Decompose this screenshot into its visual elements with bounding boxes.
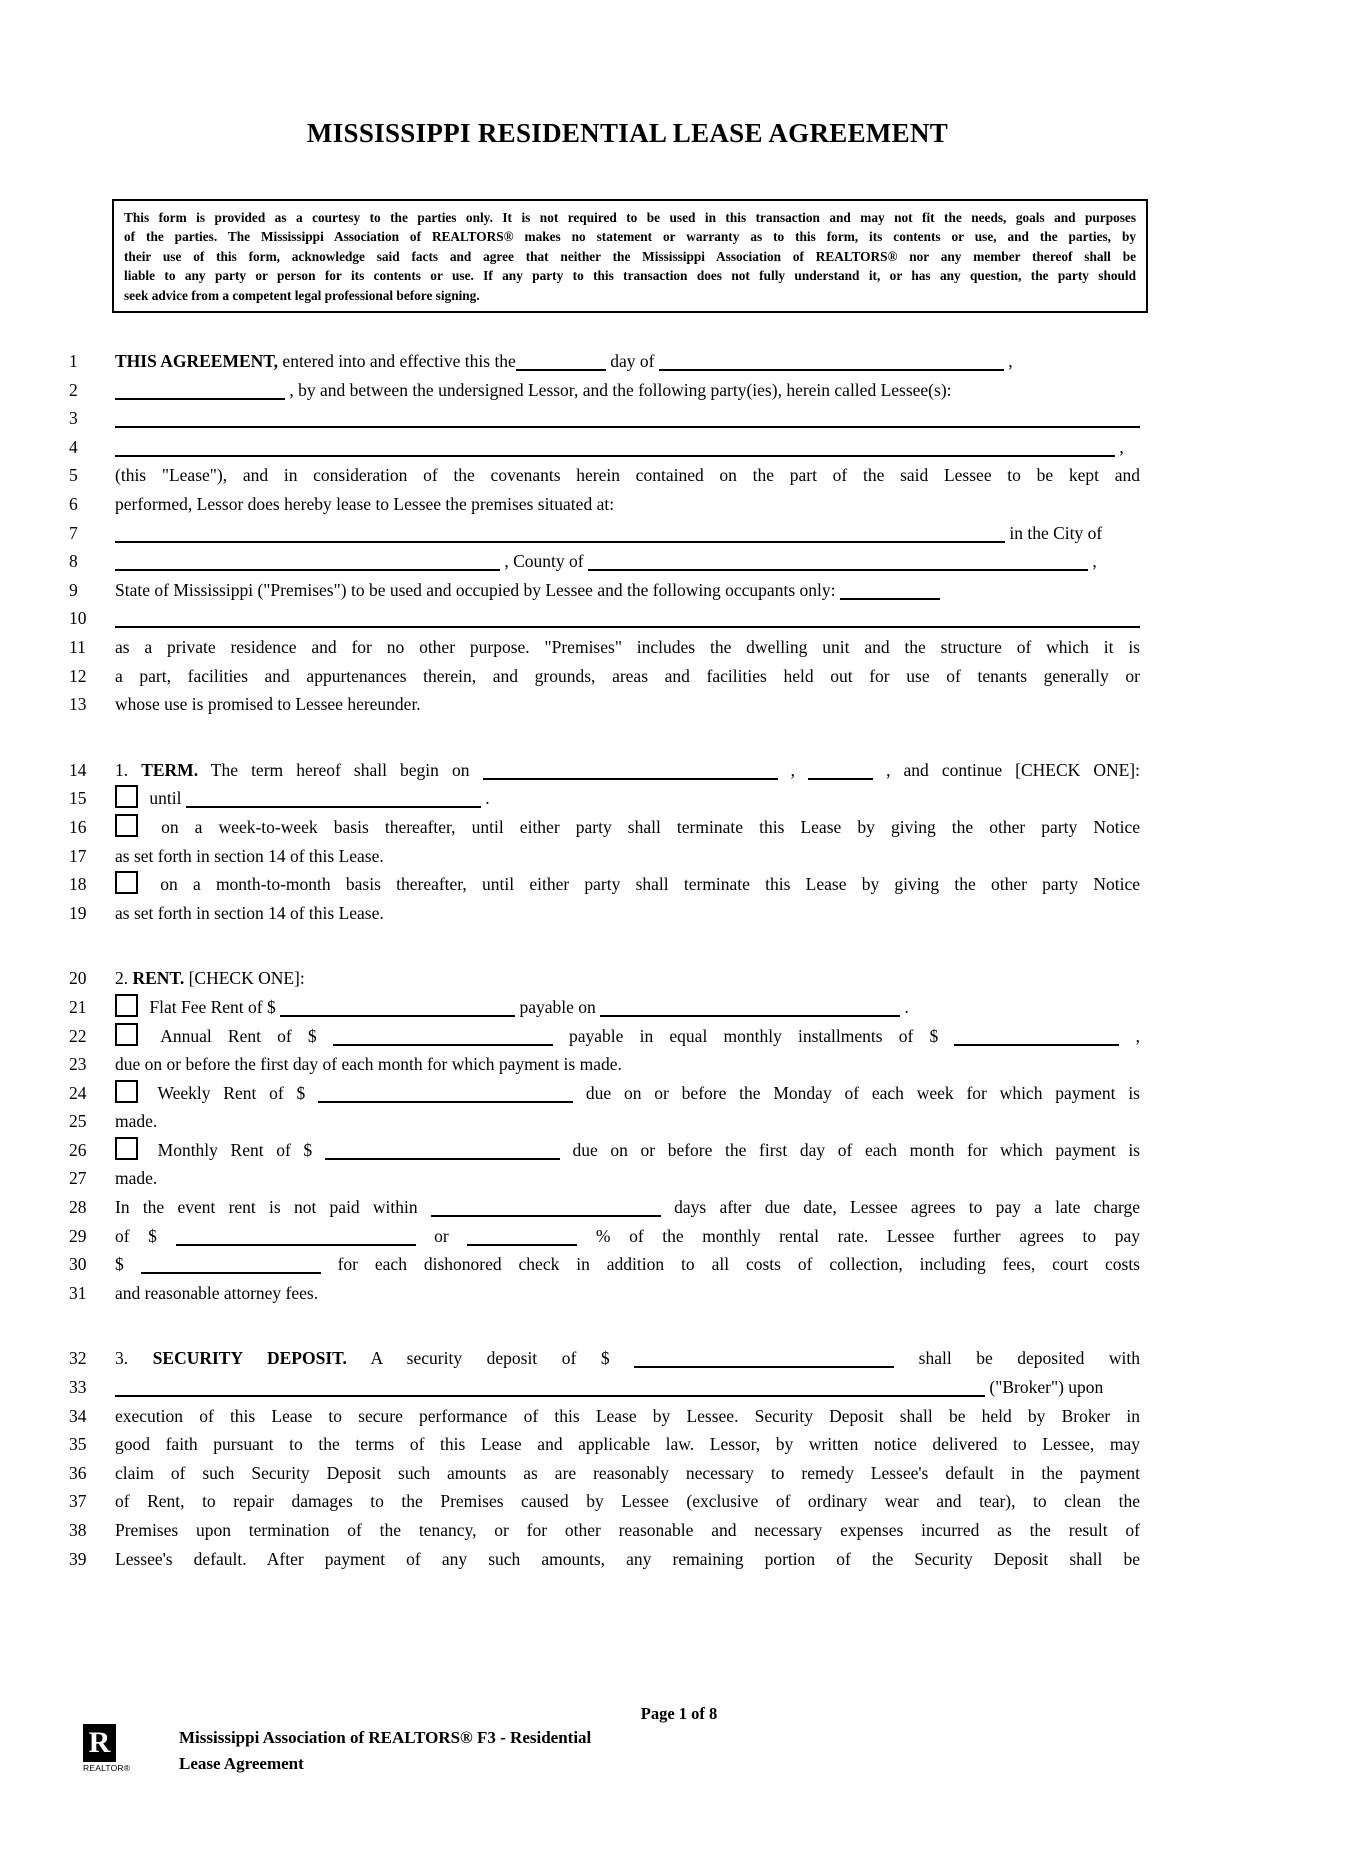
text-run: , [1088, 551, 1097, 572]
form-line [69, 1545, 1358, 1574]
text-run: Weekly Rent of $ [145, 1082, 319, 1103]
form-line [69, 1079, 1358, 1108]
form-identifier [179, 1724, 591, 1777]
checkbox[interactable] [115, 785, 138, 808]
text-run: day of [605, 351, 659, 372]
line-content [115, 1516, 1140, 1545]
checkbox[interactable] [115, 814, 138, 837]
disclaimer-text: of the parties. The Mississippi Association of REALTORS® makes no statement or warranty as to this form, its contents or use, and the parties, by [124, 229, 1136, 245]
line-number: 31 [69, 1282, 87, 1303]
line-number: 34 [69, 1405, 87, 1426]
line-number: 3 [69, 408, 78, 429]
text-run: made. [115, 1111, 158, 1132]
blank-field[interactable] [659, 357, 1004, 371]
text-run: performed, Lessor does hereby lease to Lessee the premises situated at: [115, 494, 615, 514]
text-run: THIS AGREEMENT, [115, 351, 279, 372]
line-number: 7 [69, 522, 78, 543]
text-run: In the event rent is not paid within [115, 1197, 431, 1218]
text-run: TERM. [141, 759, 199, 780]
text-run: of $ [115, 1225, 176, 1246]
blank-field[interactable] [318, 1089, 573, 1103]
realtor-logo-icon: R [83, 1724, 116, 1762]
text-run: entered into and effective this the [278, 351, 516, 372]
line-content [115, 756, 1140, 785]
disclaimer-box [112, 199, 1148, 313]
line-number: 15 [69, 788, 87, 809]
blank-field[interactable] [115, 386, 285, 400]
checkbox[interactable] [115, 1023, 138, 1046]
line-content [115, 1022, 1140, 1051]
text-run: claim of such Security Deposit such amounts as are reasonably necessary to remedy Lessee's default in the payment [115, 1462, 1140, 1483]
line-content [115, 1250, 1140, 1279]
line-content [115, 899, 1140, 928]
text-run: . [480, 788, 490, 809]
text-run: , [1003, 351, 1013, 372]
line-content [115, 347, 1140, 376]
text-run: execution of this Lease to secure performance of this Lease by Lessee. Security Deposit shall be held by Broker in [115, 1405, 1140, 1426]
line-content [115, 1222, 1140, 1251]
form-line [69, 1107, 1358, 1136]
line-content [115, 376, 1140, 405]
line-content [115, 461, 1140, 490]
text-run: whose use is promised to Lessee hereunder. [115, 694, 421, 715]
page-number-label: Page 1 of 8 [640, 1704, 718, 1723]
form-line [69, 1344, 1358, 1373]
line-content [115, 1430, 1140, 1459]
text-run: , by and between the undersigned Lessor, and the following party(ies), herein called Lessee(s): [285, 379, 952, 400]
form-line [69, 1164, 1358, 1193]
line-content [115, 1545, 1140, 1574]
text-run: due on or before the Monday of each week for which payment is [573, 1082, 1140, 1103]
blank-field[interactable] [115, 414, 1140, 428]
realtor-logo-caption: REALTOR® [83, 1763, 131, 1773]
form-line [69, 1430, 1358, 1459]
blank-field[interactable] [115, 529, 1005, 543]
line-number: 32 [69, 1348, 87, 1369]
line-content [115, 490, 1140, 519]
blank-field[interactable] [186, 794, 481, 808]
form-line [69, 1193, 1358, 1222]
blank-field[interactable] [333, 1032, 553, 1046]
form-line [69, 993, 1358, 1022]
blank-field[interactable] [600, 1003, 900, 1017]
disclaimer-text: This form is provided as a courtesy to the parties only. It is not required to be used in this transaction and may not fit the needs, goals and purposes [124, 210, 1136, 225]
blank-field[interactable] [325, 1146, 560, 1160]
form-identifier-line1: Mississippi Association of REALTORS® F3 - Residential [179, 1728, 592, 1747]
line-number: 36 [69, 1462, 87, 1483]
text-run: Annual Rent of $ [145, 1025, 333, 1046]
line-number: 30 [69, 1254, 87, 1275]
text-run: [CHECK ONE]: [184, 968, 305, 989]
page-title: MISSISSIPPI RESIDENTIAL LEASE AGREEMENT [306, 118, 949, 148]
text-run: as a private residence and for no other purpose. "Premises" includes the dwelling unit and the structure of which it is [115, 636, 1140, 657]
checkbox[interactable] [115, 1137, 138, 1160]
line-number: 6 [69, 494, 78, 514]
blank-field[interactable] [954, 1032, 1119, 1046]
form-line [69, 964, 1358, 993]
text-run: Lessee's default. After payment of any such amounts, any remaining portion of the Security Deposit shall be [115, 1548, 1140, 1569]
line-number: 11 [69, 636, 86, 657]
form-line [69, 404, 1358, 433]
line-content [115, 404, 1140, 433]
line-content [115, 433, 1140, 462]
line-number: 22 [69, 1025, 87, 1046]
text-run: and reasonable attorney fees. [115, 1282, 319, 1303]
line-content [115, 547, 1140, 576]
line-content [115, 576, 1140, 605]
form-line [69, 662, 1358, 691]
line-content [115, 1373, 1140, 1402]
text-run: a part, facilities and appurtenances therein, and grounds, areas and facilities held out for use of tenants generally or [115, 665, 1140, 686]
text-run: payable on [515, 996, 601, 1017]
line-number: 13 [69, 694, 87, 715]
line-content [115, 662, 1140, 691]
line-content [115, 1193, 1140, 1222]
text-run: payable in equal monthly installments of $ [552, 1025, 955, 1046]
line-number: 12 [69, 665, 87, 686]
text-run: Monthly Rent of $ [145, 1139, 325, 1160]
line-number: 14 [69, 759, 87, 780]
text-run: until [145, 788, 186, 809]
line-content [115, 964, 1140, 993]
line-content [115, 690, 1140, 719]
line-content [115, 1050, 1140, 1079]
text-run: % of the monthly rental rate. Lessee further agrees to pay [577, 1225, 1141, 1246]
line-number: 27 [69, 1168, 87, 1189]
text-run: , [777, 759, 809, 780]
line-number: 18 [69, 874, 87, 895]
text-run: , [1115, 436, 1124, 457]
line-content [115, 993, 1140, 1022]
form-line [69, 576, 1358, 605]
text-run: 1. [115, 759, 142, 780]
form-line [69, 1279, 1358, 1308]
form-line [69, 490, 1358, 519]
form-line [69, 433, 1358, 462]
form-line [69, 1222, 1358, 1251]
form-line [69, 1459, 1358, 1488]
line-number: 24 [69, 1082, 87, 1103]
form-line [69, 547, 1358, 576]
blank-field[interactable] [588, 557, 1088, 571]
checkbox[interactable] [115, 1080, 138, 1103]
form-line [69, 756, 1358, 785]
form-line [69, 633, 1358, 662]
disclaimer-text: liable to any party or person for its contents or use. If any party to this transaction does not fully understand it, or has any question, the party should [124, 268, 1136, 284]
document-page [0, 118, 1358, 1876]
disclaimer-text: seek advice from a competent legal professional before signing. [124, 287, 480, 303]
line-number: 17 [69, 845, 87, 866]
disclaimer-text: their use of this form, acknowledge said facts and agree that neither the Mississippi Association of REALTORS® nor any member thereof shall be [124, 248, 1136, 264]
form-line [69, 870, 1358, 899]
form-line [69, 899, 1358, 928]
text-run: as set forth in section 14 of this Lease. [115, 845, 384, 866]
line-content [115, 784, 1140, 813]
text-run: shall be deposited with [894, 1348, 1141, 1369]
text-run: on a week-to-week basis thereafter, until either party shall terminate this Lease by giving the other party Notice [145, 816, 1140, 837]
text-run: in the City of [1005, 522, 1103, 543]
text-run: good faith pursuant to the terms of this Lease and applicable law. Lessor, by written notice delivered to Lessee, may [115, 1434, 1140, 1455]
blank-field[interactable] [280, 1003, 515, 1017]
blank-field[interactable] [141, 1260, 321, 1274]
blank-field[interactable] [840, 586, 940, 600]
text-run: $ [115, 1254, 141, 1275]
line-number: 25 [69, 1111, 87, 1132]
checkbox[interactable] [115, 994, 138, 1017]
checkbox[interactable] [115, 871, 138, 894]
form-line [69, 1250, 1358, 1279]
form-line [69, 519, 1358, 548]
line-content [115, 1344, 1140, 1373]
text-run: Premises upon termination of the tenancy, or for other reasonable and necessary expenses incurred as the result of [115, 1520, 1140, 1540]
blank-field[interactable] [516, 357, 606, 371]
blank-field[interactable] [483, 766, 778, 780]
line-number: 2 [69, 379, 78, 400]
blank-field[interactable] [431, 1203, 661, 1217]
line-content [115, 519, 1140, 548]
form-line [69, 813, 1358, 842]
form-line [69, 1516, 1358, 1545]
blank-field[interactable] [115, 614, 1140, 628]
line-content [115, 1402, 1140, 1431]
line-content [115, 633, 1140, 662]
form-line [69, 1022, 1358, 1051]
line-number: 5 [69, 465, 78, 486]
line-number: 9 [69, 579, 78, 600]
text-run: The term hereof shall begin on [198, 759, 483, 780]
form-line [69, 1487, 1358, 1516]
line-number: 10 [69, 608, 87, 629]
form-line [69, 784, 1358, 813]
line-number: 23 [69, 1054, 87, 1075]
line-content [115, 1136, 1140, 1165]
text-run: 3. [115, 1348, 153, 1369]
form-line [69, 1373, 1358, 1402]
line-content [115, 1459, 1140, 1488]
text-run: Flat Fee Rent of $ [145, 996, 281, 1017]
text-run: as set forth in section 14 of this Lease. [115, 902, 384, 923]
line-content [115, 1487, 1140, 1516]
text-run: or [415, 1225, 468, 1246]
text-run: (this "Lease"), and in consideration of the covenants herein contained on the part of the said Lessee to be kept and [115, 465, 1140, 486]
form-line [69, 1402, 1358, 1431]
line-number: 16 [69, 816, 87, 837]
text-run: 2. [115, 968, 133, 989]
line-content [115, 1164, 1140, 1193]
text-run: on a month-to-month basis thereafter, until either party shall terminate this Lease by giving the other party Notice [145, 874, 1140, 895]
text-run: due on or before the first day of each month for which payment is [559, 1139, 1140, 1160]
blank-field[interactable] [176, 1232, 416, 1246]
line-number: 37 [69, 1491, 87, 1512]
line-content [115, 1079, 1140, 1108]
text-run: ("Broker") upon [985, 1377, 1104, 1398]
form-line [69, 1136, 1358, 1165]
text-run: , and continue [CHECK ONE]: [873, 759, 1141, 780]
form-line [69, 690, 1358, 719]
text-run: RENT. [132, 968, 185, 989]
line-number: 1 [69, 351, 78, 372]
blank-field[interactable] [808, 766, 873, 780]
text-run: , County of [500, 551, 588, 572]
line-content [115, 870, 1140, 899]
text-run: made. [115, 1168, 158, 1189]
line-number: 38 [69, 1520, 87, 1540]
line-content [115, 1279, 1140, 1308]
form-line [69, 604, 1358, 633]
form-lines [69, 347, 1358, 1573]
text-run: , [1119, 1025, 1141, 1046]
realtor-logo [83, 1724, 153, 1777]
form-line [69, 376, 1358, 405]
text-run: of Rent, to repair damages to the Premises caused by Lessee (exclusive of ordinary wear and tear), to clean the [115, 1491, 1140, 1512]
form-line [69, 842, 1358, 871]
form-line [69, 1050, 1358, 1079]
line-number: 39 [69, 1548, 87, 1569]
blank-field[interactable] [634, 1354, 894, 1368]
form-line [69, 461, 1358, 490]
blank-field[interactable] [115, 557, 500, 571]
footer [83, 1724, 591, 1777]
line-content [115, 604, 1140, 633]
text-run: days after due date, Lessee agrees to pay a late charge [660, 1197, 1140, 1218]
line-number: 29 [69, 1225, 87, 1246]
form-identifier-line2: Lease Agreement [179, 1754, 304, 1773]
line-number: 26 [69, 1139, 87, 1160]
line-number: 33 [69, 1377, 87, 1398]
form-line [69, 347, 1358, 376]
text-run: for each dishonored check in addition to all costs of collection, including fees, court costs [320, 1254, 1140, 1275]
line-number: 19 [69, 902, 87, 923]
text-run: State of Mississippi ("Premises") to be used and occupied by Lessee and the following occupants only: [115, 579, 840, 600]
line-number: 8 [69, 551, 78, 572]
blank-field[interactable] [115, 443, 1115, 457]
text-run: A security deposit of $ [346, 1348, 635, 1369]
text-run: . [900, 996, 909, 1017]
line-number: 20 [69, 968, 87, 989]
blank-field[interactable] [115, 1383, 985, 1397]
line-number: 35 [69, 1434, 87, 1455]
text-run: due on or before the first day of each month for which payment is made. [115, 1054, 622, 1075]
line-content [115, 813, 1140, 842]
line-number: 28 [69, 1197, 87, 1218]
line-content [115, 842, 1140, 871]
line-number: 4 [69, 436, 78, 457]
text-run: SECURITY DEPOSIT. [152, 1348, 347, 1369]
blank-field[interactable] [467, 1232, 577, 1246]
line-number: 21 [69, 996, 87, 1017]
line-content [115, 1107, 1140, 1136]
